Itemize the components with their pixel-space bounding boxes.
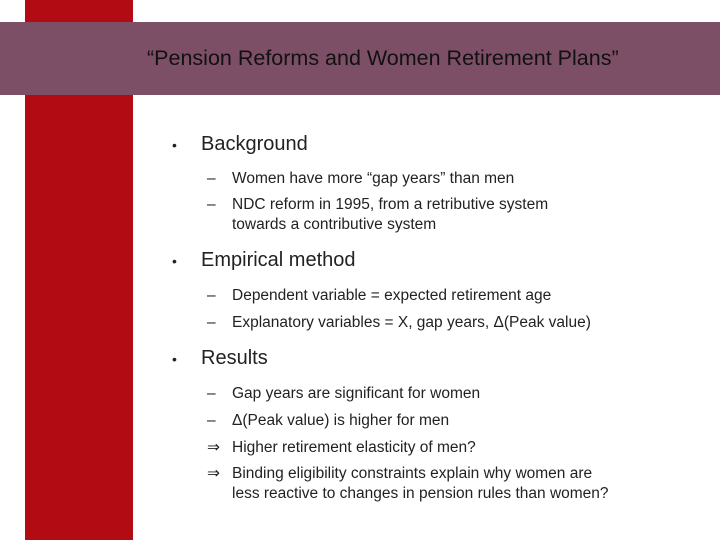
bullet-icon: • bbox=[172, 253, 177, 269]
dash-icon: – bbox=[207, 412, 216, 429]
heading-text: Background bbox=[201, 133, 308, 155]
section-results bbox=[150, 340, 710, 505]
item-text: Gap years are significant for women bbox=[232, 385, 481, 402]
list-item bbox=[150, 192, 710, 236]
sub-list bbox=[150, 282, 710, 336]
item-text: Higher retirement elasticity of men? bbox=[232, 439, 476, 456]
list-item bbox=[150, 282, 710, 309]
slide-body bbox=[150, 126, 710, 505]
section-background bbox=[150, 126, 710, 236]
section-empirical-method bbox=[150, 242, 710, 336]
heading-text: Results bbox=[201, 347, 268, 369]
list-item bbox=[150, 407, 710, 434]
item-text-continuation: towards a contributive system bbox=[232, 216, 437, 233]
section-heading bbox=[172, 340, 710, 377]
list-item bbox=[150, 165, 710, 192]
bullet-icon: • bbox=[172, 351, 177, 367]
item-text: NDC reform in 1995, from a retributive system bbox=[232, 196, 549, 213]
implies-arrow-icon: ⇒ bbox=[207, 465, 220, 482]
list-item bbox=[150, 380, 710, 407]
implies-arrow-icon: ⇒ bbox=[207, 439, 220, 456]
sub-list bbox=[150, 380, 710, 505]
item-text: Dependent variable = expected retirement age bbox=[232, 287, 552, 304]
dash-icon: – bbox=[207, 196, 216, 213]
slide-title: “Pension Reforms and Women Retirement Plans” bbox=[147, 46, 619, 70]
list-item bbox=[150, 434, 710, 461]
section-heading bbox=[172, 126, 710, 163]
dash-icon: – bbox=[207, 314, 216, 331]
dash-icon: – bbox=[207, 170, 216, 187]
item-text: Explanatory variables = X, gap years, Δ(Peak value) bbox=[232, 314, 591, 331]
list-item bbox=[150, 309, 710, 336]
dash-icon: – bbox=[207, 385, 216, 402]
item-text: Binding eligibility constraints explain why women are bbox=[232, 465, 593, 482]
bullet-icon: • bbox=[172, 137, 177, 153]
item-text-continuation: less reactive to changes in pension rules than women? bbox=[232, 485, 609, 502]
item-text: Women have more “gap years” than men bbox=[232, 170, 515, 187]
item-text: Δ(Peak value) is higher for men bbox=[232, 412, 450, 429]
dash-icon: – bbox=[207, 287, 216, 304]
sub-list bbox=[150, 165, 710, 236]
section-heading bbox=[172, 242, 710, 279]
list-item bbox=[150, 461, 710, 505]
heading-text: Empirical method bbox=[201, 249, 356, 271]
